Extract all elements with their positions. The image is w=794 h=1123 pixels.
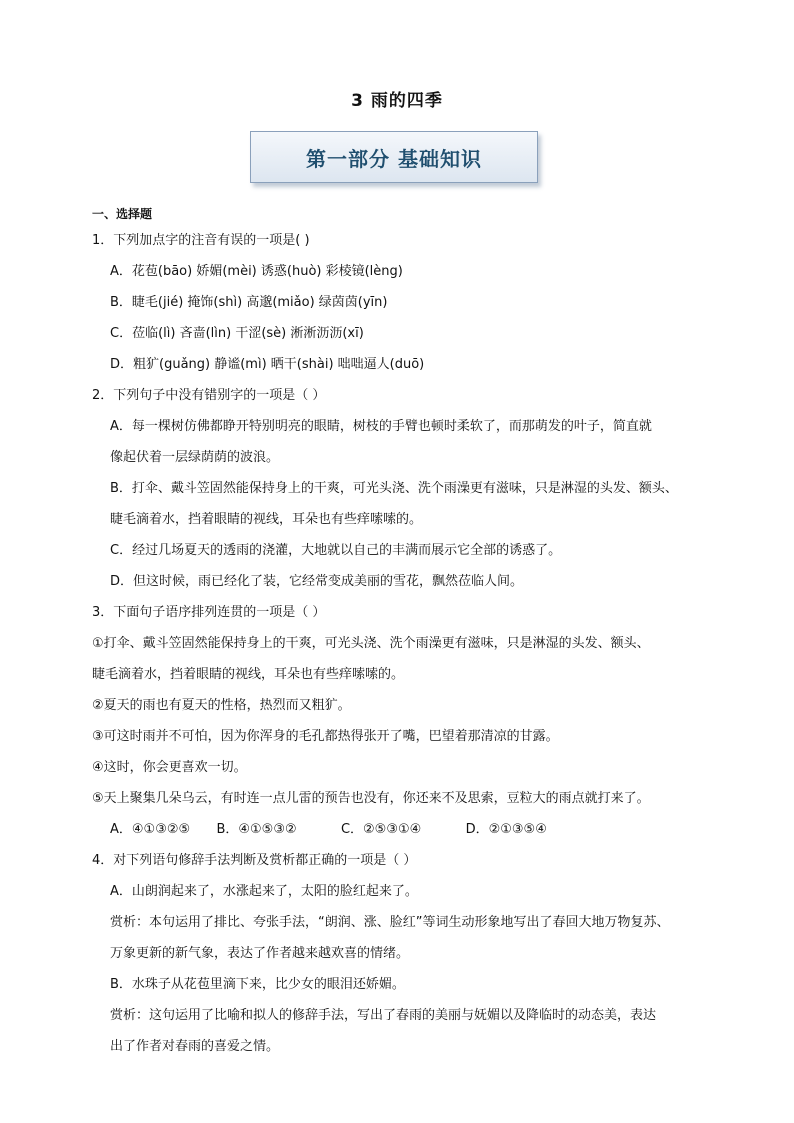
q1-option-b: B．睫毛(jié) 掩饰(shì) 高邈(miǎo) 绿茵茵(yīn)	[110, 295, 388, 310]
q4-option-b: B．水珠子从花苞里滴下来，比少女的眼泪还娇媚。	[110, 977, 405, 992]
q4-analysis-b: 赏析：这句运用了比喻和拟人的修辞手法，写出了春雨的美丽与妩媚以及降临时的动态美，表达	[110, 1008, 657, 1023]
page-title: 3 雨的四季	[351, 91, 443, 111]
q1-option-d: D．粗犷(guǎng) 静谧(mì) 晒干(shài) 咄咄逼人(duō)	[110, 357, 425, 372]
q2-option-a: A．每一棵树仿佛都睁开特别明亮的眼睛，树枝的手臂也顿时柔软了，而那萌发的叶子，简直就	[110, 419, 652, 434]
q2-option-b-cont: 睫毛滴着水，挡着眼睛的视线，耳朵也有些痒嗦嗦的。	[110, 512, 423, 527]
q3-option-b: B．④①⑤③②	[216, 822, 297, 837]
section-heading: 一、选择题	[92, 207, 153, 221]
q1-stem: 1．下列加点字的注音有误的一项是( )	[92, 233, 310, 248]
q3-option-d: D．②①③⑤④	[465, 822, 547, 837]
q4-analysis-b-cont: 出了作者对春雨的喜爱之情。	[110, 1039, 280, 1054]
q3-item-2: ②夏天的雨也有夏天的性格，热烈而又粗犷。	[92, 698, 351, 713]
q4-analysis-a-cont: 万象更新的新气象，表达了作者越来越欢喜的情绪。	[110, 946, 410, 961]
q3-stem: 3．下面句子语序排列连贯的一项是（ ）	[92, 605, 326, 620]
q4-analysis-a: 赏析：本句运用了排比、夸张手法，“朗润、涨、脸红”等词生动形象地写出了春回大地万物复苏、	[110, 915, 670, 930]
q2-stem: 2．下列句子中没有错别字的一项是（ ）	[92, 388, 326, 403]
q3-option-a: A．④①③②⑤	[110, 822, 191, 837]
q3-options	[92, 814, 712, 845]
q3-item-5: ⑤天上聚集几朵乌云，有时连一点儿雷的预告也没有，你还来不及思索，豆粒大的雨点就打来了。	[92, 791, 650, 806]
section-banner	[250, 131, 538, 183]
q4-option-a: A．山朗润起来了，水涨起来了，太阳的脸红起来了。	[110, 884, 418, 899]
q2-option-a-cont: 像起伏着一层绿荫荫的波浪。	[110, 450, 280, 465]
q3-item-1-cont: 睫毛滴着水，挡着眼睛的视线，耳朵也有些痒嗦嗦的。	[92, 667, 405, 682]
q2-option-b: B．打伞、戴斗笠固然能保持身上的干爽，可光头浇、洗个雨澡更有滋味，只是淋湿的头发、额头、	[110, 481, 678, 496]
q3-item-3: ③可这时雨并不可怕，因为你浑身的毛孔都热得张开了嘴，巴望着那清凉的甘露。	[92, 729, 559, 744]
q3-item-1: ①打伞、戴斗笠固然能保持身上的干爽，可光头浇、洗个雨澡更有滋味，只是淋湿的头发、额头、	[92, 636, 650, 651]
q1-option-a: A．花苞(bāo) 娇媚(mèi) 诱惑(huò) 彩棱镜(lèng)	[110, 264, 403, 279]
q4-stem: 4．对下列语句修辞手法判断及赏析都正确的一项是（ ）	[92, 853, 417, 868]
q2-option-c: C．经过几场夏天的透雨的浇灌，大地就以自己的丰满而展示它全部的诱惑了。	[110, 543, 562, 558]
document-body	[92, 203, 712, 1062]
banner-title: 第一部分 基础知识	[306, 146, 482, 171]
q3-item-4: ④这时，你会更喜欢一切。	[92, 760, 247, 775]
q3-option-c: C．②⑤③①④	[340, 822, 422, 837]
q1-option-c: C．莅临(lì) 吝啬(lìn) 干涩(sè) 淅淅沥沥(xī)	[110, 326, 364, 341]
q2-option-d: D．但这时候，雨已经化了装，它经常变成美丽的雪花，飘然莅临人间。	[110, 574, 524, 589]
